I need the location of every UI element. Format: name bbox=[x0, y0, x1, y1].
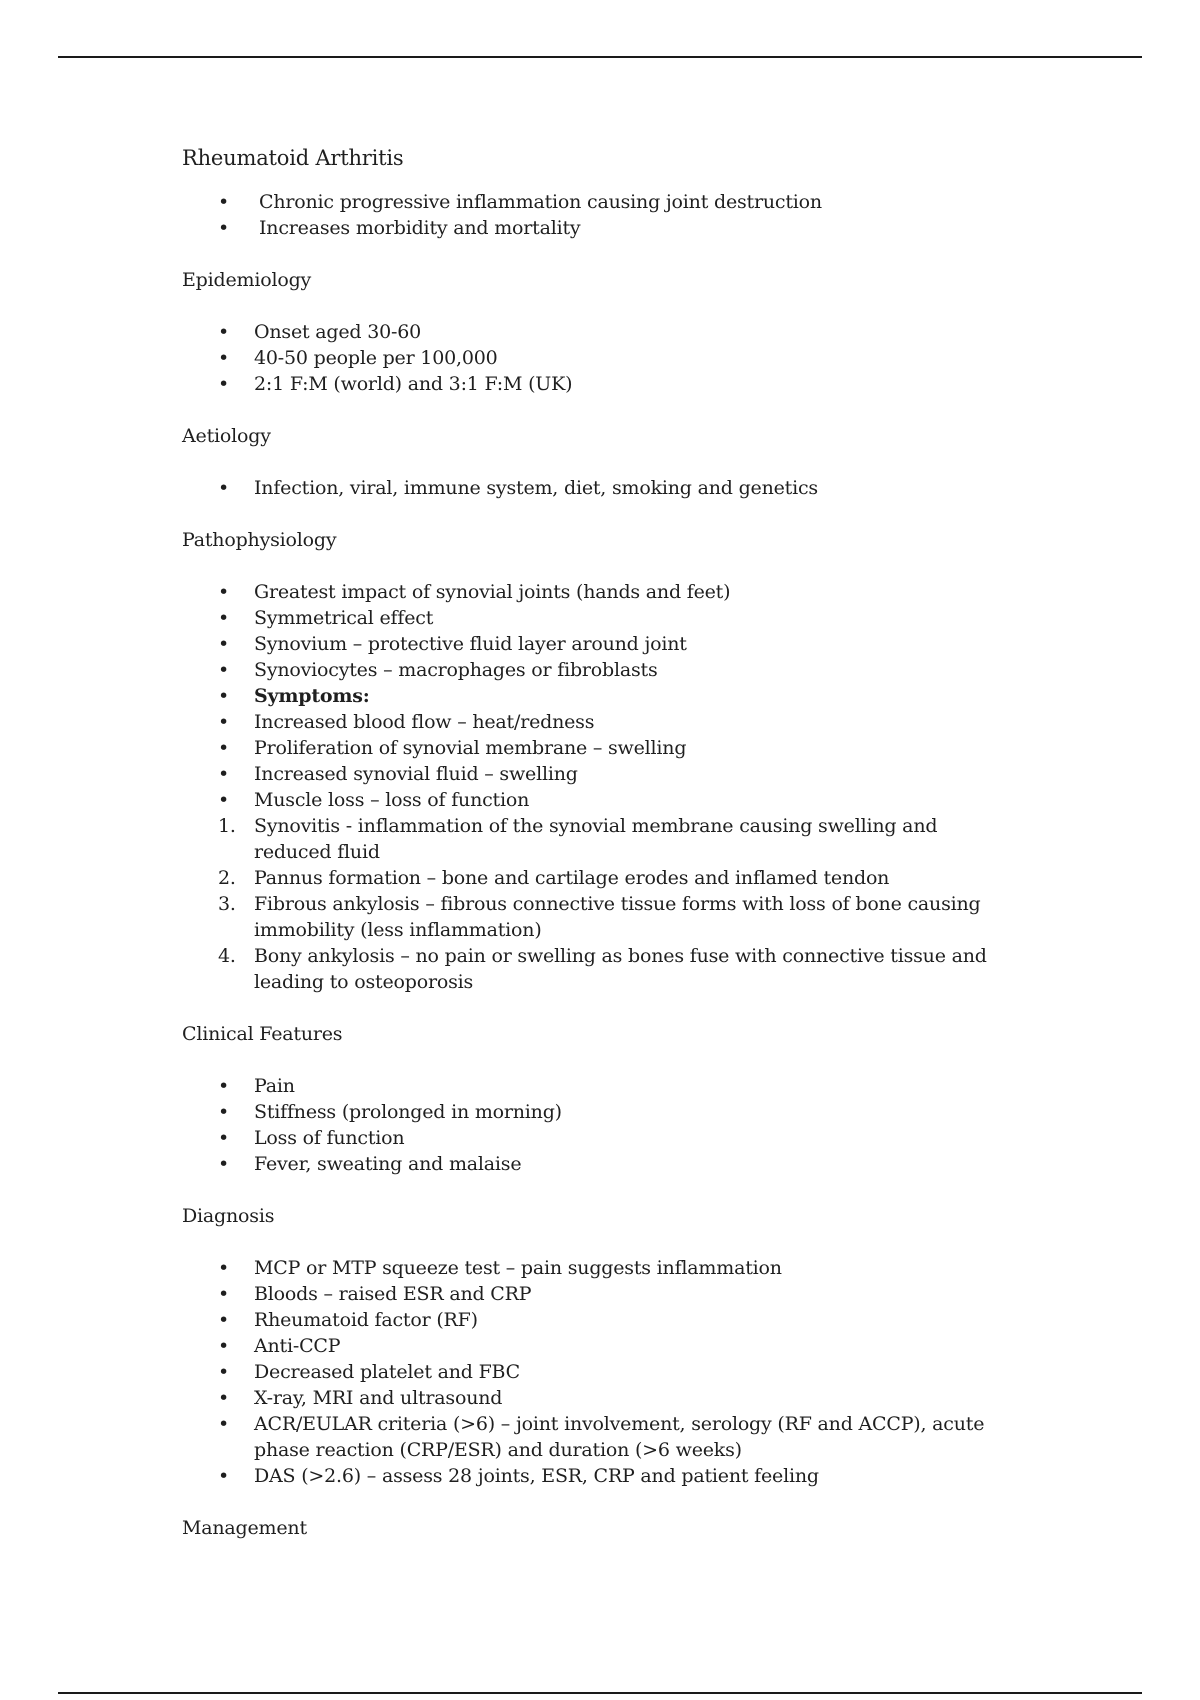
list-item: • 40-50 people per 100,000 bbox=[218, 347, 498, 369]
list-number: 1. bbox=[218, 815, 236, 837]
bullet-icon: • bbox=[218, 1075, 230, 1097]
diagnosis-list bbox=[182, 1255, 1002, 1489]
bullet-icon: • bbox=[218, 737, 230, 759]
document-body bbox=[182, 144, 1002, 1567]
intro-list bbox=[182, 189, 1002, 241]
list-item: • Synovium – protective fluid layer around joint bbox=[218, 633, 687, 655]
document-title: Rheumatoid Arthritis bbox=[182, 146, 404, 170]
bullet-icon: • bbox=[218, 1257, 230, 1279]
bullet-icon: • bbox=[218, 1361, 230, 1383]
epidemiology-heading: Epidemiology bbox=[182, 269, 312, 291]
list-item: • Onset aged 30-60 bbox=[218, 321, 421, 343]
list-item: • MCP or MTP squeeze test – pain suggests inflammation bbox=[218, 1257, 782, 1279]
list-item: • Stiffness (prolonged in morning) bbox=[218, 1101, 562, 1123]
list-item: • Symmetrical effect bbox=[218, 607, 434, 629]
list-item: • X-ray, MRI and ultrasound bbox=[218, 1387, 503, 1409]
bullet-icon: • bbox=[218, 763, 230, 785]
list-item: • Pain bbox=[218, 1075, 295, 1097]
aetiology-list bbox=[182, 475, 1002, 501]
list-item: • ACR/EULAR criteria (>6) – joint involvement, serology (RF and ACCP), acute phase reaction (CRP/ESR) and duration (>6 weeks) bbox=[218, 1413, 985, 1461]
list-item: • DAS (>2.6) – assess 28 joints, ESR, CRP and patient feeling bbox=[218, 1465, 819, 1487]
list-item: • Chronic progressive inflammation causing joint destruction bbox=[218, 191, 822, 213]
bullet-icon: • bbox=[218, 1309, 230, 1331]
list-item: • Infection, viral, immune system, diet, smoking and genetics bbox=[218, 477, 818, 499]
symptoms-label: Symptoms: bbox=[254, 685, 370, 707]
bullet-icon: • bbox=[218, 1413, 230, 1435]
list-number: 4. bbox=[218, 945, 236, 967]
list-item: 2. Pannus formation – bone and cartilage erodes and inflamed tendon bbox=[218, 867, 890, 889]
bullet-icon: • bbox=[218, 217, 230, 239]
list-item: • Increases morbidity and mortality bbox=[218, 217, 581, 239]
bullet-icon: • bbox=[218, 711, 230, 733]
list-item: • Decreased platelet and FBC bbox=[218, 1361, 521, 1383]
list-item: 3. Fibrous ankylosis – fibrous connective tissue forms with loss of bone causing immobility (less inflammation) bbox=[218, 893, 981, 941]
list-number: 3. bbox=[218, 893, 236, 915]
bullet-icon: • bbox=[218, 685, 230, 707]
bullet-icon: • bbox=[218, 477, 230, 499]
list-item: • Fever, sweating and malaise bbox=[218, 1153, 522, 1175]
bullet-icon: • bbox=[218, 607, 230, 629]
aetiology-heading: Aetiology bbox=[182, 425, 271, 447]
epidemiology-list bbox=[182, 319, 1002, 397]
pathophysiology-heading: Pathophysiology bbox=[182, 529, 337, 551]
pathophysiology-stages-list bbox=[182, 813, 1002, 995]
list-item: • Proliferation of synovial membrane – swelling bbox=[218, 737, 687, 759]
list-item: • Muscle loss – loss of function bbox=[218, 789, 530, 811]
list-item: • Increased synovial fluid – swelling bbox=[218, 763, 578, 785]
pathophysiology-list bbox=[182, 579, 1002, 813]
header-rule bbox=[58, 56, 1142, 58]
bullet-icon: • bbox=[218, 633, 230, 655]
bullet-icon: • bbox=[218, 1335, 230, 1357]
bullet-icon: • bbox=[218, 191, 230, 213]
list-item: • Bloods – raised ESR and CRP bbox=[218, 1283, 532, 1305]
list-item: • Increased blood flow – heat/redness bbox=[218, 711, 595, 733]
list-item: • Synoviocytes – macrophages or fibroblasts bbox=[218, 659, 658, 681]
bullet-icon: • bbox=[218, 659, 230, 681]
bullet-icon: • bbox=[218, 373, 230, 395]
bullet-icon: • bbox=[218, 1153, 230, 1175]
list-item: • Anti-CCP bbox=[218, 1335, 341, 1357]
list-item: • 2:1 F:M (world) and 3:1 F:M (UK) bbox=[218, 373, 573, 395]
list-item: • Greatest impact of synovial joints (hands and feet) bbox=[218, 581, 731, 603]
list-item bbox=[182, 683, 1002, 709]
list-number: 2. bbox=[218, 867, 236, 889]
bullet-icon: • bbox=[218, 1283, 230, 1305]
list-item: 4. Bony ankylosis – no pain or swelling as bones fuse with connective tissue and leading to osteoporosis bbox=[218, 945, 987, 993]
management-heading: Management bbox=[182, 1517, 307, 1539]
bullet-icon: • bbox=[218, 789, 230, 811]
bullet-icon: • bbox=[218, 347, 230, 369]
clinical-features-list bbox=[182, 1073, 1002, 1177]
list-item: 1. Synovitis - inflammation of the synovial membrane causing swelling and reduced fluid bbox=[218, 815, 938, 863]
list-item: • Rheumatoid factor (RF) bbox=[218, 1309, 478, 1331]
bullet-icon: • bbox=[218, 1465, 230, 1487]
diagnosis-heading: Diagnosis bbox=[182, 1205, 275, 1227]
footer-rule bbox=[58, 1692, 1142, 1694]
bullet-icon: • bbox=[218, 1101, 230, 1123]
bullet-icon: • bbox=[218, 321, 230, 343]
clinical-features-heading: Clinical Features bbox=[182, 1023, 343, 1045]
bullet-icon: • bbox=[218, 1387, 230, 1409]
bullet-icon: • bbox=[218, 1127, 230, 1149]
list-item: • Loss of function bbox=[218, 1127, 405, 1149]
bullet-icon: • bbox=[218, 581, 230, 603]
